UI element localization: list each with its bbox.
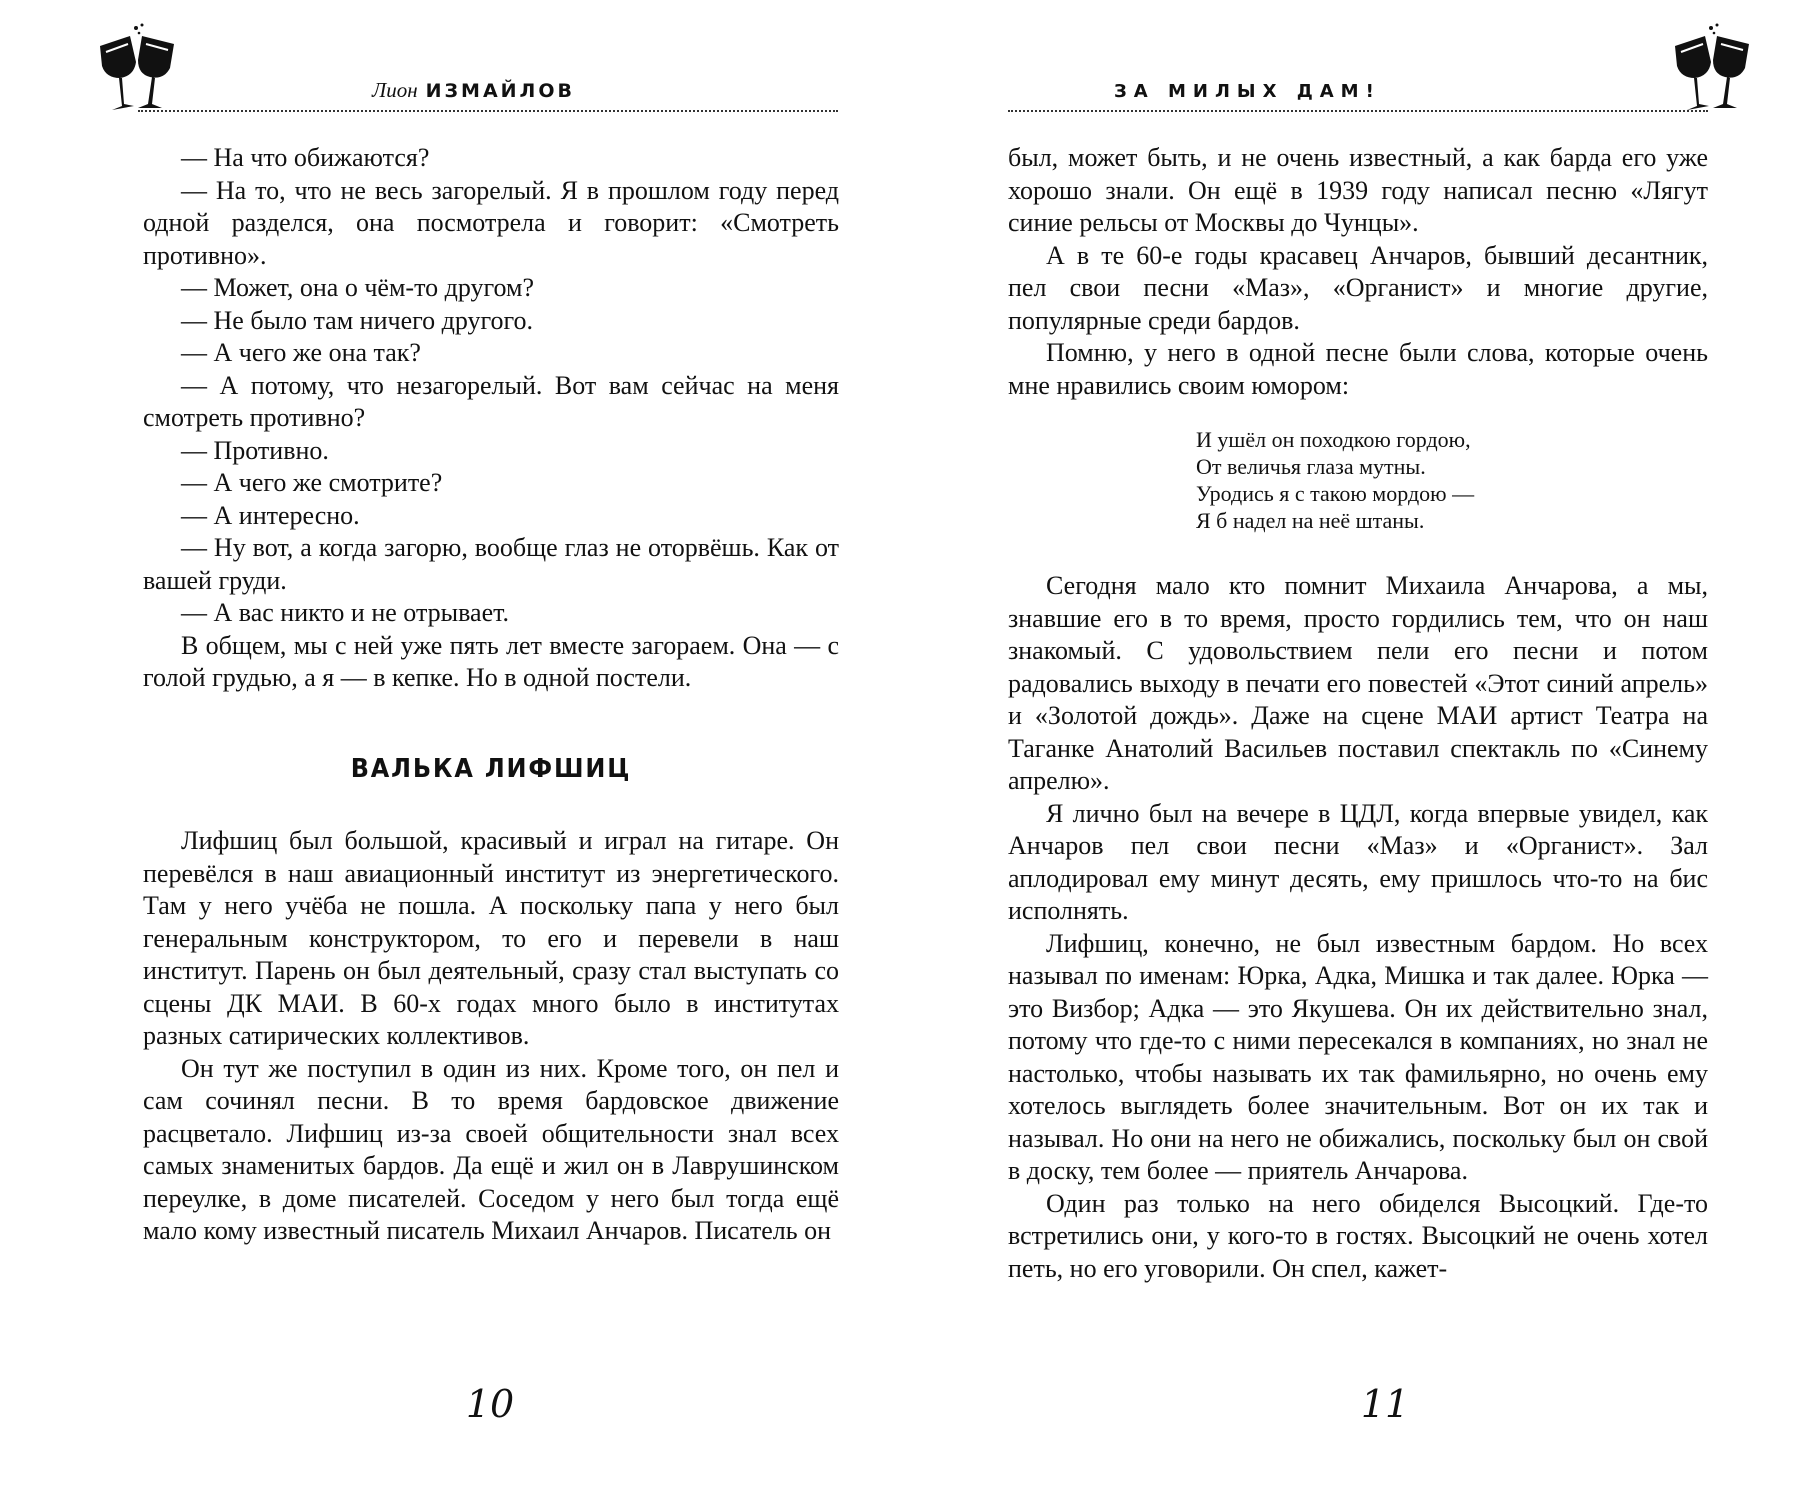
paragraph: — Ну вот, а когда загорю, вообще глаз не оторвёшь. Как от вашей груди. bbox=[143, 533, 839, 595]
header-author bbox=[372, 78, 575, 103]
page-number: 11 bbox=[1360, 1382, 1410, 1426]
paragraph: — На что обижаются? bbox=[181, 143, 430, 172]
paragraph: — Противно. bbox=[181, 435, 329, 465]
header-rule bbox=[138, 110, 838, 112]
paragraph: Один раз только на него обиделся Высоцкий. Где-то встретились они, у кого-то в гостях. Высоцкий не очень хотел петь, но его уговорили. Он спел, кажет- bbox=[1008, 1188, 1708, 1283]
author-last-name: ИЗМАЙЛОВ bbox=[425, 80, 575, 102]
book-title: ЗА МИЛЫХ ДАМ! bbox=[1114, 81, 1381, 102]
paragraph: — Может, она о чём-то другом? bbox=[181, 273, 534, 302]
header-title bbox=[1114, 78, 1381, 103]
paragraph: — А вас никто и не отрывает. bbox=[181, 598, 510, 627]
paragraph: Лифшиц был большой, красивый и играл на гитаре. Он перевёлся в наш авиационный институт из энергетического. Там у него учёба не пошла. А поскольку папа у него был генеральным конструктором, то его и перевели в наш институт. Парень он был деятельный, сразу стал выступать со сцены ДК МАИ. В 60-х годах много было в институтах разных сатирических коллективов. bbox=[143, 826, 839, 1050]
verse-block bbox=[1008, 426, 1708, 534]
verse-line: Уродись я с такою мордою — bbox=[1196, 481, 1475, 506]
header-rule bbox=[1008, 110, 1708, 112]
paragraph: В общем, мы с ней уже пять лет вместе загораем. Она — с голой грудью, а я — в кепке. Но в одной постели. bbox=[143, 630, 839, 692]
wine-glasses-icon bbox=[1667, 22, 1759, 122]
verse-line: От величья глаза мутны. bbox=[1196, 454, 1426, 479]
page-number: 10 bbox=[465, 1382, 515, 1426]
left-body-text bbox=[143, 142, 839, 1248]
section-heading: ВАЛЬКА ЛИФШИЦ bbox=[350, 753, 632, 784]
paragraph: Лифшиц, конечно, не был известным бардом. Но всех называл по именам: Юрка, Адка, Мишка и так далее. Юрка — это Визбор; Адка — это Якушева. Он их действительно знал, потому что где-то с ними пересекался в компаниях, но знал не настолько, чтобы называть их так фамильярно, но очень ему хотелось выглядеть более значительным. Вот он их так и называл. Но они на него не обижались, поскольку был он свой в доску, тем более — приятель Анчарова. bbox=[1008, 928, 1708, 1185]
paragraph: — А чего же смотрите? bbox=[181, 468, 443, 497]
paragraph: был, может быть, и не очень известный, а как барда его уже хорошо знали. Он ещё в 1939 году написал песню «Лягут синие рельсы от Москвы до Чунцы». bbox=[1008, 143, 1708, 237]
paragraph: Я лично был на вечере в ЦДЛ, когда впервые увидел, как Анчаров пел свои песни «Маз» и «Органист». Зал аплодировал ему минут десять, ему пришлось что-то на бис исполнять. bbox=[1008, 798, 1708, 925]
paragraph: — А чего же она так? bbox=[181, 338, 421, 367]
verse-line: Я б надел на неё штаны. bbox=[1196, 508, 1425, 533]
paragraph: — А интересно. bbox=[181, 500, 360, 530]
paragraph: Он тут же поступил в один из них. Кроме того, он пел и сам сочинял песни. В то время бардовское движение расцветало. Лифшиц из-за своей общительности знал всех самых знаменитых бардов. Да ещё и жил он в Лаврушинском переулке, в доме писателей. Соседом у него был тогда ещё мало кому известный писатель Михаил Анчаров. Писатель он bbox=[143, 1053, 839, 1245]
verse-line: И ушёл он походкою гордою, bbox=[1196, 427, 1471, 452]
wine-glasses-icon bbox=[92, 22, 184, 122]
paragraph: Помню, у него в одной песне были слова, которые очень мне нравились своим юмором: bbox=[1008, 338, 1708, 400]
paragraph: А в те 60-е годы красавец Анчаров, бывший десантник, пел свои песни «Маз», «Органист» и многие другие, популярные среди бардов. bbox=[1008, 240, 1708, 335]
author-first-name: Лион bbox=[372, 78, 418, 102]
running-header bbox=[138, 78, 838, 106]
left-page bbox=[0, 0, 900, 1485]
paragraph: — Не было там ничего другого. bbox=[181, 305, 534, 335]
paragraph: — А потому, что незагорелый. Вот вам сейчас на меня смотреть противно? bbox=[143, 370, 839, 432]
paragraph: Сегодня мало кто помнит Михаила Анчарова, а мы, знавшие его в то время, просто гордились тем, что он наш знакомый. С удовольствием пели его песни и потом радовались выходу в печати его повестей «Этот синий апрель» и «Золотой дождь». Даже на сцене МАИ артист Театра на Таганке Анатолий Васильев поставил спектакль по «Синему апрелю». bbox=[1008, 571, 1708, 795]
right-page bbox=[900, 0, 1801, 1485]
paragraph: — На то, что не весь загорелый. Я в прошлом году перед одной разделся, она посмотрела и говорит: «Смотреть противно». bbox=[143, 175, 839, 270]
right-body-text bbox=[1008, 142, 1708, 1285]
running-header bbox=[1008, 78, 1628, 106]
